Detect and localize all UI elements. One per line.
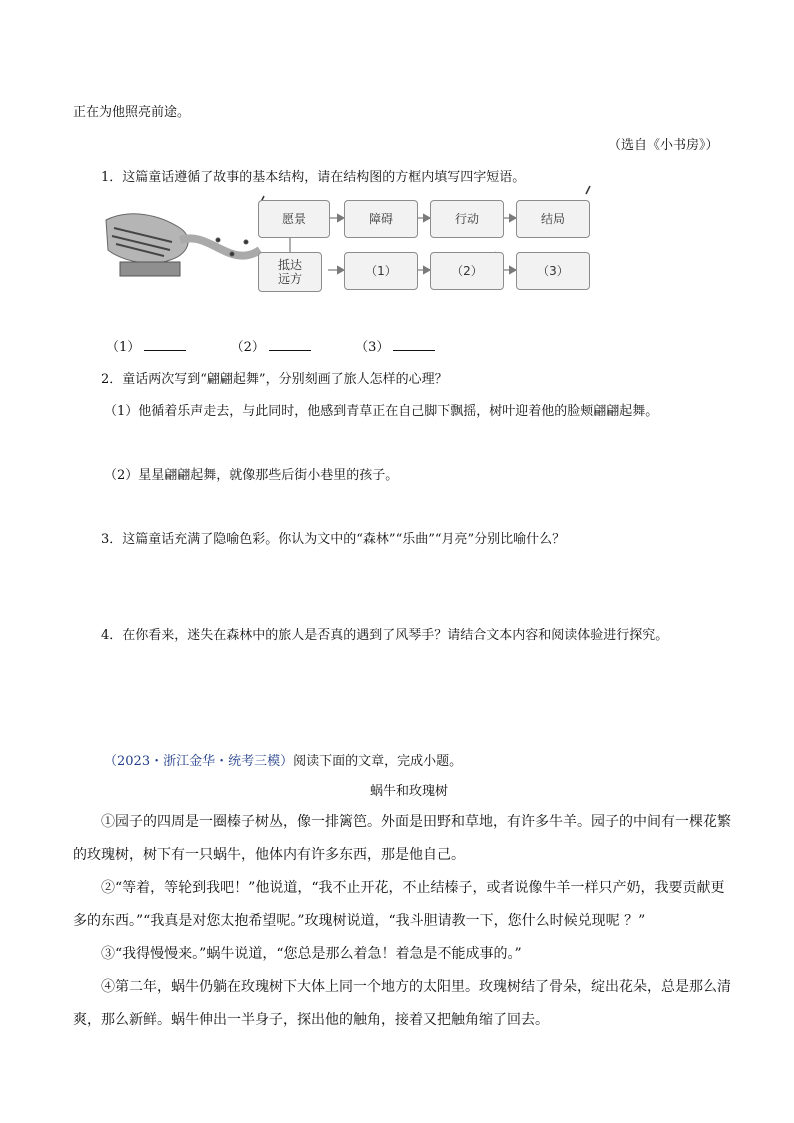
question-2-item-2: （2）星星翩翩起舞，就像那些后街小巷里的孩子。 [104, 468, 399, 483]
article-paragraph-2: ②“等着，等轮到我吧！”他说道，“我不止开花，不止结榛子，或者说像牛羊一样只产奶，我要贡献更多的东西。”“我真是对您太抱希望呢。”玫瑰树说道，“我斗胆请教一下，您什么时候兑现呢 ？” [73, 880, 725, 929]
article-title: 蜗牛和玫瑰树 [370, 784, 449, 799]
section-2-header [104, 750, 462, 769]
answer-label-2: （2） [230, 340, 265, 355]
diagram-box-blank-1: （1） [344, 252, 418, 290]
source-citation: （选自《小书房》） [608, 138, 719, 153]
diagram-box-obstacle: 障碍 [344, 200, 418, 238]
answer-blank-3[interactable] [393, 338, 435, 351]
continued-text-line: 正在为他照亮前途。 [73, 105, 191, 120]
answer-blank-2[interactable] [269, 338, 311, 351]
answer-blank-1[interactable] [144, 338, 186, 351]
diagram-box-ending: 结局 [516, 200, 590, 238]
story-structure-diagram [100, 180, 610, 300]
section-2-instruction: 阅读下面的文章，完成小题。 [293, 754, 463, 769]
question-4-prompt: 4．在你看来，迷失在森林中的旅人是否真的遇到了风琴手？请结合文本内容和阅读体验进行探究。 [101, 628, 669, 643]
article-body [73, 806, 733, 1037]
question-3-prompt: 3．这篇童话充满了隐喻色彩。你认为文中的“森林”“乐曲”“月亮”分别比喻什么？ [101, 532, 566, 547]
section-2-source-tag: （2023・浙江金华・统考三模） [104, 754, 294, 769]
article-paragraph-1: ①园子的四周是一圈榛子树丛，像一排篱笆。外面是田野和草地，有许多牛羊。园子的中间有一棵花繁的玫瑰树，树下有一只蜗牛，他体内有许多东西，那是他自己。 [73, 814, 731, 863]
diagram-box-vision: 愿景 [258, 200, 330, 238]
diagram-box-action: 行动 [430, 200, 504, 238]
question-2-item-1: （1）他循着乐声走去，与此同时，他感到青草正在自己脚下飘摇，树叶迎着他的脸颊翩翩起舞。 [104, 404, 659, 419]
diagram-box-blank-2: （2） [430, 252, 504, 290]
diagram-box-reach-afar: 抵达 远方 [258, 252, 322, 292]
article-paragraph-3: ③“我得慢慢来。”蜗牛说道，“您总是那么着急！着急是不能成事的。” [101, 946, 522, 962]
answer-blanks-row [106, 336, 435, 355]
question-2-prompt: 2．童话两次写到“翩翩起舞”，分别刻画了旅人怎样的心理？ [101, 372, 448, 387]
question-1-prompt: 1．这篇童话遵循了故事的基本结构，请在结构图的方框内填写四字短语。 [101, 170, 526, 185]
answer-label-1: （1） [106, 340, 141, 355]
answer-label-3: （3） [355, 340, 390, 355]
article-paragraph-4: ④第二年，蜗牛仍躺在玫瑰树下大体上同一个地方的太阳里。玫瑰树结了骨朵，绽出花朵，总是那么清爽，那么新鲜。蜗牛伸出一半身子，探出他的触角，接着又把触角缩了回去。 [73, 979, 731, 1028]
diagram-box-blank-3: （3） [516, 252, 590, 290]
